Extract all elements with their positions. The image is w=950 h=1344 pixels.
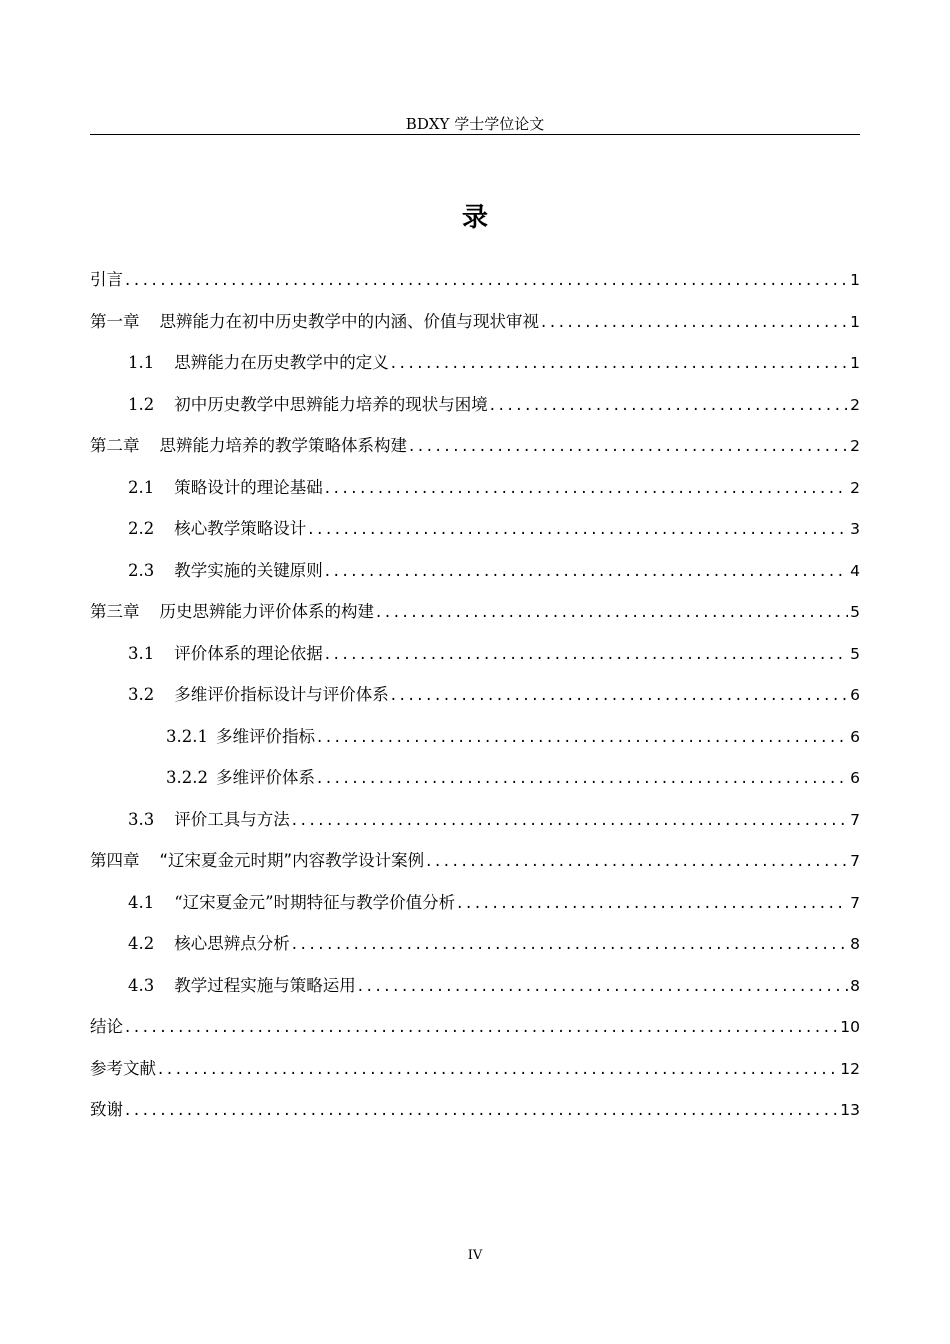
toc-entry-page: 6 [850, 769, 860, 787]
dot-leader [125, 1096, 838, 1124]
toc-entry[interactable] [90, 806, 860, 848]
toc-entry-title: 教学实施的关键原则 [174, 560, 323, 580]
dot-leader [325, 557, 848, 585]
toc-entry-title: “辽宋夏金元时期”内容教学设计案例 [159, 851, 425, 870]
running-header: BDXY 学士学位论文 [405, 115, 545, 133]
dot-leader [426, 847, 848, 875]
dot-leader [158, 1055, 838, 1083]
toc-entry[interactable] [90, 1096, 860, 1138]
dot-leader [409, 432, 848, 460]
header-rule [90, 134, 860, 135]
toc-entry-title: 致谢 [90, 1100, 123, 1119]
toc-entry-title: 评价体系的理论依据 [174, 643, 323, 663]
toc-entry-page: 6 [850, 727, 860, 746]
toc-entry[interactable] [90, 1013, 860, 1055]
toc-entry-page: 8 [850, 935, 860, 953]
dot-leader [541, 308, 848, 336]
toc-entry-title: 核心思辨点分析 [174, 934, 290, 953]
toc-entry[interactable] [90, 764, 860, 806]
dot-leader [125, 1013, 838, 1041]
dot-leader [490, 391, 848, 419]
toc-entry-page: 10 [840, 1018, 860, 1036]
dot-leader [317, 764, 848, 792]
toc-entry-number: 2.3 [128, 560, 155, 580]
toc-entry[interactable] [90, 972, 860, 1014]
toc-entry-page: 2 [850, 395, 860, 414]
dot-leader [125, 266, 848, 294]
toc-entry-page: 2 [850, 437, 860, 455]
toc-entry-page: 2 [850, 478, 860, 497]
toc-entry-title: 思辨能力在初中历史教学中的内涵、价值与现状审视 [159, 311, 539, 331]
toc-entry-page: 8 [850, 976, 860, 995]
toc-entry-number: 第一章 [90, 311, 140, 331]
toc-entry[interactable] [90, 474, 860, 516]
dot-leader [457, 889, 848, 917]
toc-entry-title: 思辨能力在历史教学中的定义 [174, 353, 389, 372]
toc-entry-title: “辽宋夏金元”时期特征与教学价值分析 [174, 892, 456, 912]
toc-entry-title: 教学过程实施与策略运用 [174, 975, 356, 995]
toc-entry-title: 策略设计的理论基础 [174, 477, 323, 497]
toc-entry-number: 3.2 [128, 685, 155, 704]
toc-entry-number: 4.3 [128, 975, 155, 995]
table-of-contents [90, 266, 860, 1138]
toc-entry-number: 3.1 [128, 643, 155, 663]
dot-leader [391, 349, 848, 377]
toc-entry-number: 1.1 [128, 353, 155, 372]
toc-entry-number: 3.2.2 [166, 768, 208, 787]
dot-leader [317, 723, 848, 751]
dot-leader [292, 806, 848, 834]
dot-leader [292, 930, 848, 958]
toc-entry[interactable] [90, 557, 860, 599]
dot-leader [325, 640, 848, 668]
toc-entry[interactable] [90, 598, 860, 640]
toc-entry-number: 1.2 [128, 394, 155, 414]
toc-entry[interactable] [90, 723, 860, 765]
toc-entry-title: 多维评价指标设计与评价体系 [174, 685, 389, 704]
toc-entry-number: 2.1 [128, 477, 155, 497]
page-number: IV [467, 1248, 483, 1263]
toc-entry[interactable] [90, 847, 860, 889]
toc-entry-page: 7 [850, 852, 860, 870]
toc-entry[interactable] [90, 1055, 860, 1097]
toc-entry-page: 7 [850, 810, 860, 829]
toc-entry[interactable] [90, 349, 860, 391]
toc-entry-page: 3 [850, 520, 860, 538]
toc-entry-title: 历史思辨能力评价体系的构建 [159, 602, 374, 621]
toc-entry-title: 初中历史教学中思辨能力培养的现状与困境 [174, 394, 488, 414]
toc-entry[interactable] [90, 432, 860, 474]
toc-entry-number: 3.3 [128, 809, 155, 829]
toc-entry-number: 第四章 [90, 851, 140, 870]
toc-entry[interactable] [90, 266, 860, 308]
toc-entry-title: 参考文献 [90, 1058, 156, 1078]
toc-entry[interactable] [90, 889, 860, 931]
toc-entry-title: 多维评价体系 [215, 768, 315, 787]
toc-entry-title: 结论 [90, 1017, 123, 1036]
toc-entry-title: 引言 [90, 270, 123, 289]
toc-entry-number: 第三章 [90, 602, 140, 621]
toc-entry-page: 5 [850, 603, 860, 621]
dot-leader [325, 474, 848, 502]
toc-entry[interactable] [90, 640, 860, 682]
dot-leader [308, 515, 848, 543]
toc-entry-page: 13 [840, 1101, 860, 1119]
dot-leader [376, 598, 848, 626]
toc-entry-number: 4.1 [128, 892, 155, 912]
toc-entry[interactable] [90, 308, 860, 350]
dot-leader [358, 972, 848, 1000]
toc-entry-title: 评价工具与方法 [174, 809, 290, 829]
toc-entry-page: 1 [850, 271, 860, 289]
toc-entry[interactable] [90, 930, 860, 972]
toc-entry-page: 5 [850, 644, 860, 663]
toc-entry[interactable] [90, 681, 860, 723]
toc-entry-page: 1 [850, 354, 860, 372]
toc-entry-number: 4.2 [128, 934, 155, 953]
toc-entry-number: 3.2.1 [166, 726, 208, 746]
toc-entry-page: 1 [850, 312, 860, 331]
toc-entry-page: 6 [850, 686, 860, 704]
toc-entry-number: 第二章 [90, 436, 140, 455]
toc-entry[interactable] [90, 515, 860, 557]
page-title: 录 [461, 203, 488, 233]
toc-entry[interactable] [90, 391, 860, 433]
toc-entry-title: 核心教学策略设计 [174, 519, 307, 538]
toc-entry-page: 7 [850, 893, 860, 912]
dot-leader [391, 681, 848, 709]
toc-entry-number: 2.2 [128, 519, 155, 538]
toc-entry-page: 4 [850, 561, 860, 580]
toc-entry-title: 思辨能力培养的教学策略体系构建 [159, 436, 407, 455]
toc-entry-page: 12 [840, 1059, 860, 1078]
toc-entry-title: 多维评价指标 [215, 726, 315, 746]
